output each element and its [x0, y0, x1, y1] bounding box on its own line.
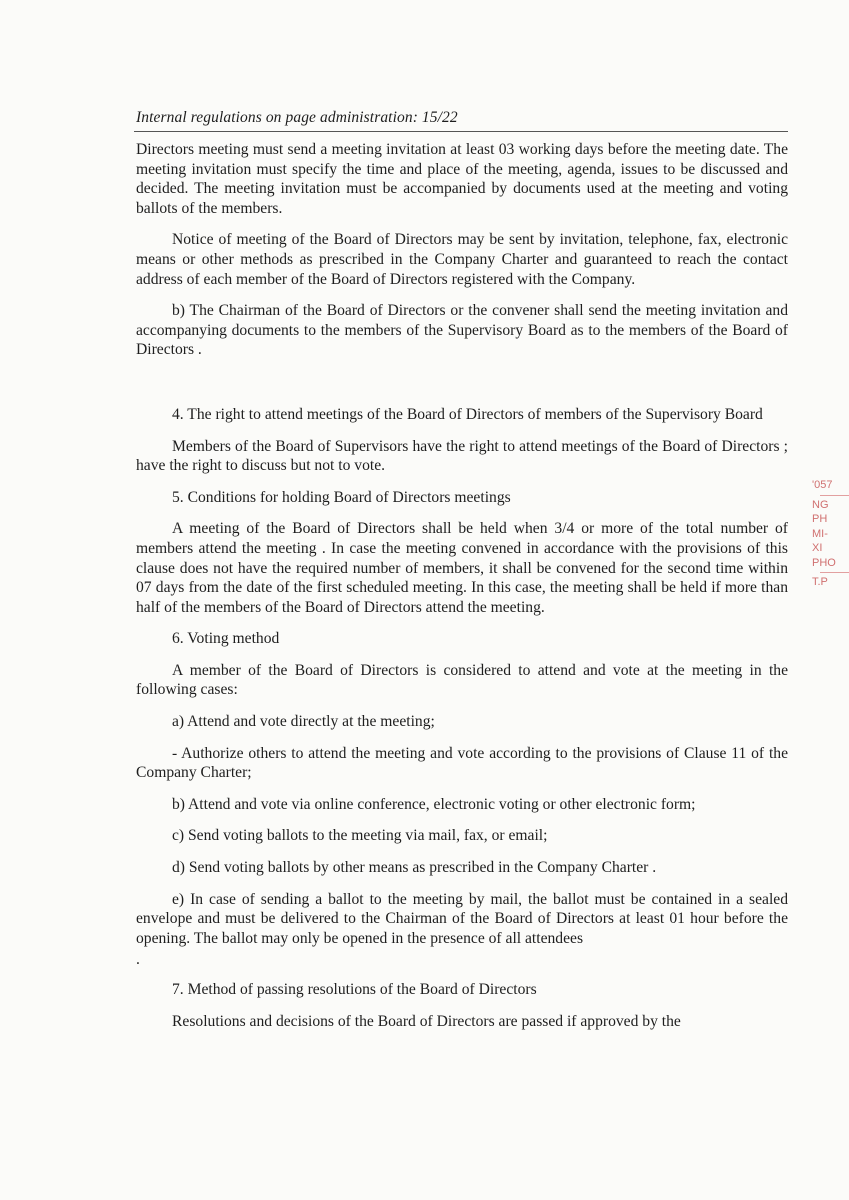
- list-item: a) Attend and vote directly at the meeting;: [172, 713, 435, 731]
- paragraph: A member of the Board of Directors is considered to attend and vote at the meeting in the following cases:: [136, 661, 788, 699]
- list-item: c) Send voting ballots to the meeting via mail, fax, or email;: [172, 827, 548, 845]
- paragraph: Resolutions and decisions of the Board of Directors are passed if approved by the: [172, 1012, 681, 1030]
- stray-period: .: [136, 951, 140, 969]
- header-divider: [134, 131, 788, 132]
- paragraph: A meeting of the Board of Directors shall be held when 3/4 or more of the total number of members attend the meeting . In case the meeting convened in accordance with the provisions of this clause does not have the required number of members, it shall be convened for the second time within 07 days from the date of the first scheduled meeting. In this case, the meeting shall be held if more than half of the members of the Board of Directors attend the meeting.: [136, 520, 788, 616]
- list-item: d) Send voting ballots by other means as prescribed in the Company Charter .: [172, 859, 657, 877]
- page-header: Internal regulations on page administration: 15/22: [136, 109, 458, 126]
- list-item: - Authorize others to attend the meeting and vote according to the provisions of Clause 11 of the Company Charter;: [136, 744, 788, 782]
- list-item: b) Attend and vote via online conference, electronic voting or other electronic form;: [172, 795, 696, 813]
- section-heading: 7. Method of passing resolutions of the Board of Directors: [172, 981, 537, 998]
- red-seal-stamp: '057 NG PH MI- XI PHO T.P: [812, 478, 849, 618]
- section-heading: 5. Conditions for holding Board of Directors meetings: [172, 488, 511, 506]
- section-heading: 6. Voting method: [172, 630, 280, 648]
- paragraph: b) The Chairman of the Board of Directors or the convener shall send the meeting invitation and accompanying documents to the members of the Supervisory Board as to the members of the Board of Directors .: [136, 302, 788, 359]
- document-body: [136, 140, 788, 1043]
- list-item: e) In case of sending a ballot to the meeting by mail, the ballot must be contained in a sealed envelope and must be delivered to the Chairman of the Board of Directors at least 01 hour before the opening. The ballot may only be opened in the presence of all attendees: [136, 890, 788, 947]
- paragraph: Members of the Board of Supervisors have the right to attend meetings of the Board of Directors ; have the right to discuss but not to vote.: [136, 437, 788, 475]
- section-gap: [136, 372, 788, 405]
- paragraph: Directors meeting must send a meeting invitation at least 03 working days before the meeting date. The meeting invitation must specify the time and place of the meeting, agenda, issues to be discussed and decided. The meeting invitation must be accompanied by documents used at the meeting and voting ballots of the members.: [136, 141, 788, 217]
- paragraph: Notice of meeting of the Board of Directors may be sent by invitation, telephone, fax, electronic means or other methods as prescribed in the Company Charter and guaranteed to reach the contact address of each member of the Board of Directors registered with the Company.: [136, 231, 788, 288]
- section-heading: 4. The right to attend meetings of the Board of Directors of members of the Supervisory Board: [172, 405, 763, 423]
